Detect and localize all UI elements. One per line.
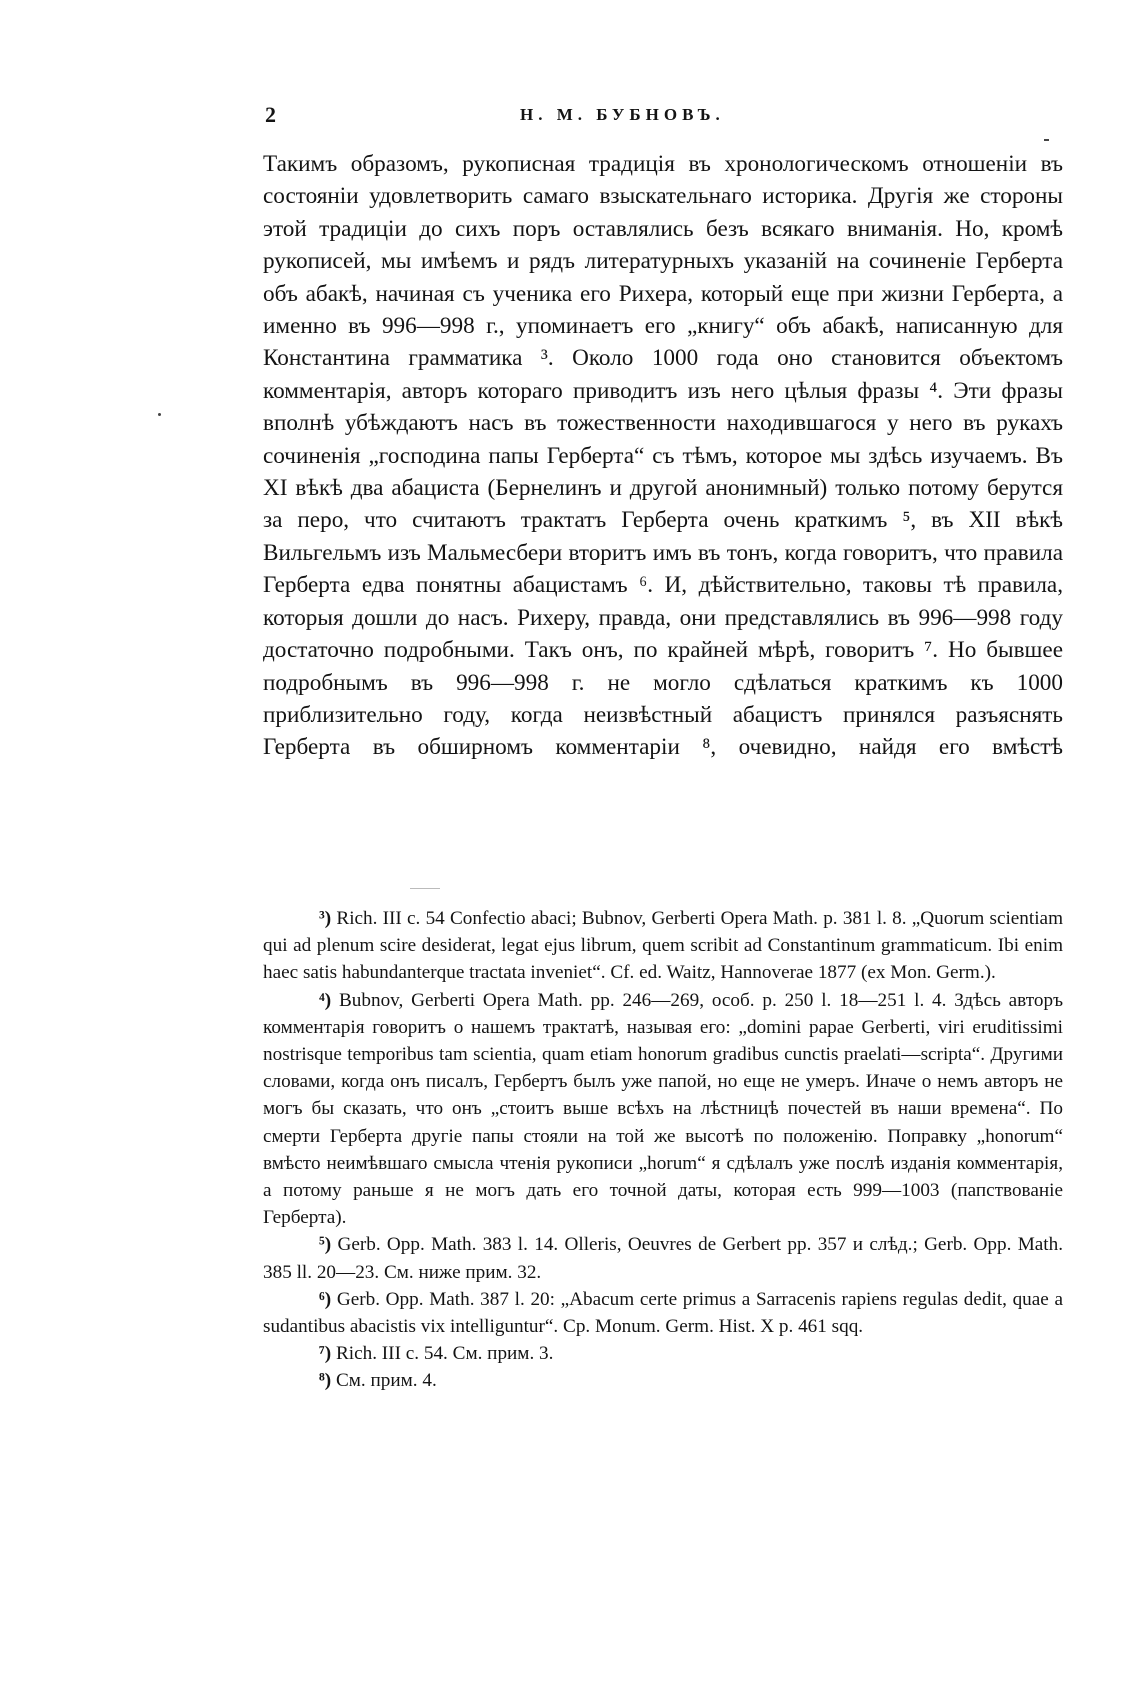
footnotes	[263, 905, 1063, 1395]
running-head: Н. М. БУБНОВЪ.	[520, 105, 725, 124]
footnote-3	[263, 905, 1063, 987]
footnote-marker: ⁴)	[319, 989, 332, 1011]
footnotes-separator	[410, 888, 440, 889]
footnote-text: Bubnov, Gerberti Opera Math. pp. 246—269, особ. p. 250 l. 18—251 l. 4. Здѣсь авторъ комментарія говоритъ о нашемъ трактатѣ, называя его: „domini papae Gerberti, viri eruditissimi nostrisque temporibus tam scientia, quam etiam honorum gradibus cunctis praelati—scripta“. Другими словами, когда онъ писалъ, Гербертъ былъ уже папой, но еще не умеръ. Иначе о немъ авторъ не могъ бы сказать, что онъ „стоитъ выше всѣхъ на лѣстницѣ почестей въ наши времена“. По смерти Герберта другіе папы стояли на той же высотѣ по положенію. Поправку „honorum“ вмѣсто неимѣвшаго смысла чтенія рукописи „horum“ я сдѣлалъ уже послѣ изданія комментарія, а потому раньше я не могъ дать его точной даты, которая есть 999—1003 (папствованіе Герберта).	[263, 989, 1063, 1229]
footnote-6	[263, 1286, 1063, 1340]
footnote-4	[263, 987, 1063, 1232]
footnote-marker: ⁸)	[319, 1370, 332, 1392]
body-paragraph: Такимъ образомъ, рукописная традиція въ хронологическомъ отношеніи въ состояніи удовлетворить самаго взыскательнаго историка. Другія же стороны этой традиціи до сихъ поръ оставлялись безъ всякаго вниманія. Но, кромѣ рукописей, мы имѣемъ и рядъ литературныхъ указаній на сочиненіе Герберта объ абакѣ, начиная съ ученика его Рихера, который еще при жизни Герберта, а именно въ 996—998 г., упоминаетъ его „книгу“ объ абакѣ, написанную для Константина грамматика ³. Около 1000 года оно становится объектомъ комментарія, авторъ котораго приводитъ изъ него цѣлыя фразы ⁴. Эти фразы вполнѣ убѣждаютъ насъ въ тожественности находившагося у него въ рукахъ сочиненія „господина папы Герберта“ съ тѣмъ, которое мы здѣсь изучаемъ. Въ XI вѣкѣ два абациста (Бернелинъ и другой анонимный) только потому берутся за перо, что считаютъ трактатъ Герберта очень краткимъ ⁵, въ XII вѣкѣ Вильгельмъ изъ Мальмесбери вторитъ имъ въ тонъ, когда говоритъ, что правила Герберта едва понятны абацистамъ ⁶. И, дѣйствительно, таковы тѣ правила, которыя дошли до насъ. Рихеру, правда, они представлялись въ 996—998 году достаточно подробными. Такъ онъ, по крайней мѣрѣ, говоритъ ⁷. Но бывшее подробнымъ въ 996—998 г. не могло сдѣлаться краткимъ къ 1000 приблизительно году, когда неизвѣстный абацистъ принялся разъяснять Герберта въ обширномъ комментаріи ⁸, очевидно, найдя его вмѣстѣ	[263, 151, 1063, 761]
footnote-marker: ⁷)	[319, 1343, 332, 1365]
footnote-text: Rich. III c. 54. См. прим. 3.	[335, 1343, 554, 1365]
footnote-8	[263, 1367, 1063, 1394]
footnote-7	[263, 1340, 1063, 1367]
footnote-text: См. прим. 4.	[335, 1370, 437, 1392]
scan-speck	[1044, 139, 1049, 141]
footnote-5	[263, 1231, 1063, 1285]
footnote-marker: ⁵)	[319, 1234, 332, 1256]
footnote-text: Rich. III c. 54 Confectio abaci; Bubnov, Gerberti Opera Math. p. 381 l. 8. „Quorum scientiam qui ad plenum scire desiderat, legat ejus librum, quem scribit ad Constantinum grammaticum. Ibi enim haec satis habundanterque tractata inveniet“. Cf. ed. Waitz, Hannoverae 1877 (ex Mon. Germ.).	[263, 908, 1064, 984]
page-number: 2	[265, 102, 276, 127]
footnote-text: Gerb. Opp. Math. 387 l. 20: „Abacum certe primus a Sarracenis rapiens regulas dedit, quae a sudantibus abacistis vix intelliguntur“. Ср. Monum. Germ. Hist. X p. 461 sqq.	[263, 1288, 1063, 1338]
scan-speck	[158, 413, 161, 416]
footnote-text: Gerb. Opp. Math. 383 l. 14. Olleris, Oeuvres de Gerbert pp. 357 и слѣд.; Gerb. Opp. Math. 385 ll. 20—23. См. ниже прим. 32.	[263, 1234, 1063, 1283]
footnote-marker: ⁶)	[319, 1288, 332, 1310]
page-header	[265, 102, 1065, 132]
footnote-marker: ³)	[319, 908, 332, 929]
